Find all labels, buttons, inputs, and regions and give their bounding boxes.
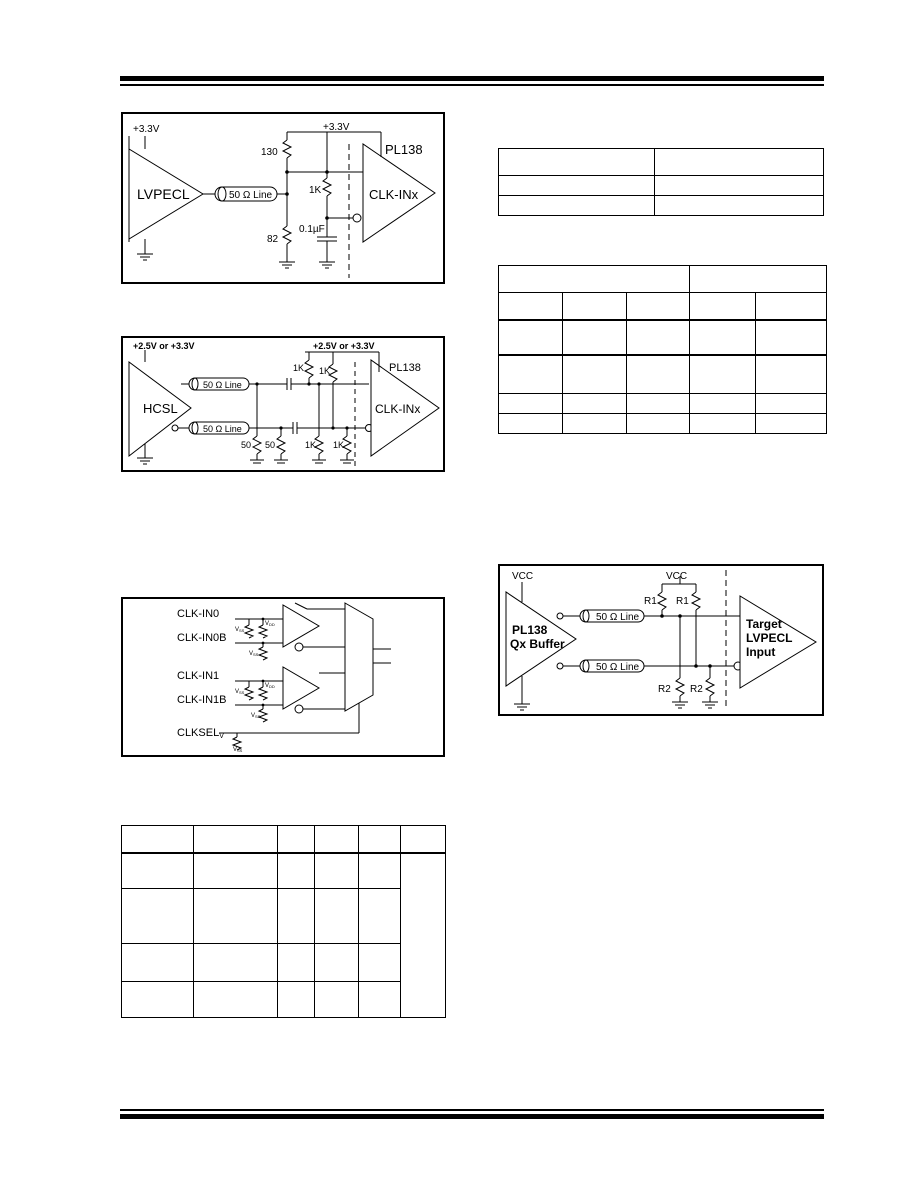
resistor-1k-d-label: 1K [333, 440, 345, 450]
footer-rule-thin [120, 1109, 824, 1111]
table-header-row [499, 293, 827, 320]
vss-label-d: VSS [251, 713, 261, 719]
vdd-label-a: VDD [265, 621, 275, 627]
lvpecl-schematic [123, 114, 443, 282]
table-row [499, 414, 827, 434]
table-bottom [121, 825, 446, 1018]
figure-lvpecl-input [121, 112, 445, 284]
target-line3: Input [746, 645, 776, 659]
table-small [498, 148, 824, 216]
header-rule-thick [120, 76, 824, 81]
r2-b-label: R2 [690, 684, 703, 695]
vss-label-c: VSS [235, 689, 245, 695]
resistor-50-a-label: 50 [241, 440, 252, 450]
vcc-left-label: +3.3V [133, 124, 160, 135]
table-row [122, 944, 446, 982]
driver-label: HCSL [143, 401, 178, 416]
driver-line1: PL138 [512, 623, 548, 637]
device-label: PL138 [389, 362, 421, 374]
driver-line2: Qx Buffer [510, 637, 565, 651]
receiver-label: CLK-INx [375, 402, 421, 416]
table-grouped [498, 265, 827, 434]
driver-label: LVPECL [137, 186, 190, 202]
r2-a-label: R2 [658, 684, 671, 695]
line-a-label: 50 Ω Line [596, 612, 640, 623]
table-row [122, 889, 446, 944]
table-row [499, 355, 827, 394]
r1-b-label: R1 [676, 596, 689, 607]
hcsl-schematic [123, 338, 443, 470]
r1-a-label: R1 [644, 596, 657, 607]
resistor-1k-a-label: 1K [293, 363, 305, 373]
buffer-schematic [500, 566, 822, 714]
table-row [499, 196, 824, 216]
resistor-50-b-label: 50 [265, 440, 276, 450]
resistor-1k-label: 1K [309, 185, 322, 196]
vcc-top-label: VCC [666, 571, 688, 582]
vcc-top-label: +2.5V or +3.3V [313, 341, 375, 351]
vss-label-a: VSS [235, 627, 245, 633]
receiver-label: CLK-INx [369, 187, 419, 202]
vss-label-b: VSS [249, 651, 259, 657]
clk-in1b-label: CLK-IN1B [177, 694, 227, 706]
resistor-82-label: 82 [267, 234, 279, 245]
clksel-label: CLKSELV [177, 727, 224, 740]
line-a-label: 50 Ω Line [203, 380, 242, 390]
vcc-top-label: +3.3V [323, 122, 350, 133]
resistor-130-label: 130 [261, 147, 278, 158]
table-row [499, 176, 824, 196]
table-header-row [499, 266, 827, 293]
target-line1: Target [746, 617, 782, 631]
clk-in0-label: CLK-IN0 [177, 608, 220, 620]
header-rule-thin [120, 84, 824, 86]
clk-in1-label: CLK-IN1 [177, 670, 220, 682]
vcc-left-label: +2.5V or +3.3V [133, 341, 195, 351]
table-row [499, 149, 824, 176]
table-row [122, 853, 446, 889]
clk-in0b-label: CLK-IN0B [177, 632, 227, 644]
device-label: PL138 [385, 142, 423, 157]
vcc-left-label: VCC [512, 571, 534, 582]
line-label: 50 Ω Line [229, 190, 273, 201]
table-row [499, 394, 827, 414]
table-row [122, 982, 446, 1018]
line-b-label: 50 Ω Line [203, 424, 242, 434]
figure-input-mux [121, 597, 445, 757]
figure-buffer-output [498, 564, 824, 716]
table-row [499, 320, 827, 355]
footer-rule-thick [120, 1114, 824, 1119]
vdd-label-b: VDD [265, 683, 275, 689]
target-line2: LVPECL [746, 631, 793, 645]
resistor-1k-b-label: 1K [319, 366, 331, 376]
line-b-label: 50 Ω Line [596, 662, 640, 673]
vss-label-e: VSS [233, 747, 243, 753]
capacitor-label: 0.1µF [299, 224, 325, 235]
figure-hcsl-input [121, 336, 445, 472]
resistor-1k-c-label: 1K [305, 440, 317, 450]
mux-schematic [123, 599, 443, 755]
table-header-row [122, 826, 446, 853]
